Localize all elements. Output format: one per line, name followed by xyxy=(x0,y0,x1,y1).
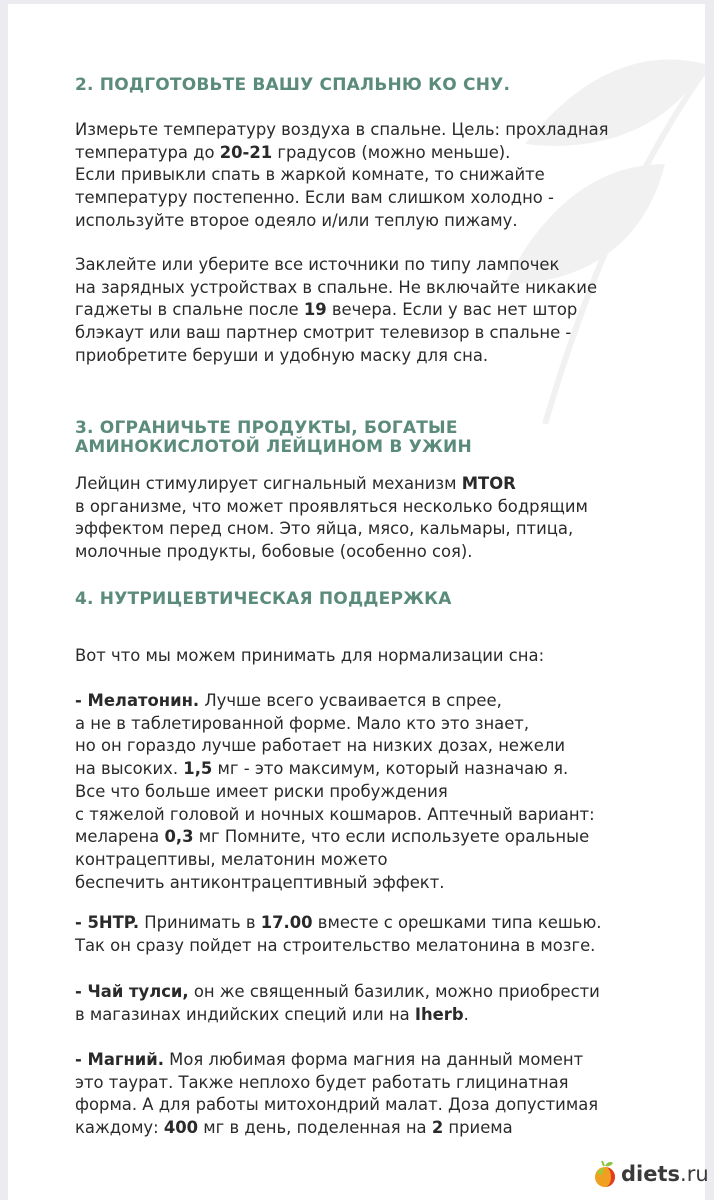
bold-text: 400 xyxy=(163,1118,199,1138)
text-segment: . xyxy=(463,1004,469,1024)
text-line xyxy=(75,345,597,368)
paragraph xyxy=(75,254,597,368)
paragraph xyxy=(75,119,609,233)
text-segment: Измерьте температуру воздуха в спальне. Цель: прохладная xyxy=(75,120,609,139)
text-segment: но он гораздо лучше работает на низких дозах, нежели xyxy=(75,736,565,756)
section-heading xyxy=(75,76,510,95)
text-line xyxy=(75,735,595,758)
text-segment: форма. А для работы митохондрий малат. Доза допустимая xyxy=(75,1095,599,1115)
text-segment: это таурат. Также неплохо будет работать глицинатная xyxy=(75,1072,569,1092)
apple-icon xyxy=(592,1160,618,1188)
bold-text: Iherb xyxy=(414,1004,464,1024)
logo-text: diets.ru xyxy=(621,1162,709,1186)
text-line xyxy=(75,1004,600,1027)
text-segment: градусов (можно меньше). xyxy=(272,142,511,162)
bold-text: - Чай тулси, xyxy=(75,982,189,1001)
text-segment: вечера. Если у вас нет штор xyxy=(326,300,578,320)
paragraph xyxy=(75,1049,598,1140)
paragraph xyxy=(75,645,544,668)
document-page xyxy=(8,4,705,1200)
text-line xyxy=(75,473,588,496)
text-segment: контрацептивы, мелатонин можето xyxy=(75,849,388,869)
text-line xyxy=(75,518,588,541)
bold-text: 1,5 xyxy=(183,759,213,779)
text-segment: Принимать в xyxy=(139,913,261,932)
text-segment: на зарядных устройствах в спальне. Не включайте никакие xyxy=(75,277,598,297)
text-line xyxy=(75,299,597,322)
text-line xyxy=(75,254,597,277)
text-segment: в магазинах индийских специй или на xyxy=(75,1004,415,1024)
text-line xyxy=(75,804,595,827)
text-line xyxy=(75,690,595,713)
text-segment: меларена xyxy=(75,827,165,847)
text-segment: Лейцин стимулирует сигнальный механизм xyxy=(75,474,462,493)
text-segment: температуру постепенно. Если вам слишком холодно - xyxy=(75,188,554,208)
text-segment: мг Помните, что если используете оральные xyxy=(193,827,590,847)
text-segment: мг в день, поделенная на xyxy=(198,1118,432,1138)
text-segment: Все что больше имеет риски пробуждения xyxy=(75,781,448,801)
text-line xyxy=(75,849,595,872)
text-segment: он же священный базилик, можно приобрести xyxy=(188,982,600,1001)
text-line xyxy=(75,541,588,564)
text-segment: приема xyxy=(443,1118,513,1138)
bold-text: 0,3 xyxy=(164,827,194,847)
text-line xyxy=(75,758,595,781)
text-line xyxy=(75,645,544,668)
text-line xyxy=(75,981,600,1004)
heading-line: 4. НУТРИЦЕВТИЧЕСКАЯ ПОДДЕРЖКА xyxy=(75,589,452,609)
bold-text: 2 xyxy=(431,1118,444,1138)
bold-text: - Мелатонин. xyxy=(75,691,200,710)
bold-text: 20-21 xyxy=(219,142,273,162)
text-line xyxy=(75,187,609,210)
text-segment: Заклейте или уберите все источники по типу лампочек xyxy=(75,255,560,274)
text-segment: с тяжелой головой и ночных кошмаров. Аптечный вариант: xyxy=(75,804,595,824)
text-segment: температура до xyxy=(75,142,220,162)
paragraph xyxy=(75,912,601,957)
text-segment: используйте второе одеяло и/или теплую пижаму. xyxy=(75,210,518,230)
text-segment: блэкаут или ваш партнер смотрит телевизор в спальне - xyxy=(75,323,572,343)
text-line xyxy=(75,142,609,165)
text-line xyxy=(75,164,609,187)
text-line xyxy=(75,1072,598,1095)
text-line xyxy=(75,210,609,233)
section-heading xyxy=(75,419,472,457)
text-segment: Вот что мы можем принимать для нормализации сна: xyxy=(75,646,545,665)
text-segment: мг - это максимум, который назначаю я. xyxy=(212,759,569,779)
heading-line: АМИНОКИСЛОТОЙ ЛЕЙЦИНОМ В УЖИН xyxy=(75,437,472,457)
text-segment: каждому: xyxy=(75,1118,164,1138)
heading-line: 2. ПОДГОТОВЬТЕ ВАШУ СПАЛЬНЮ КО СНУ. xyxy=(75,75,511,95)
text-line xyxy=(75,935,601,958)
text-line xyxy=(75,119,609,142)
text-segment: на высоких. xyxy=(75,759,184,779)
text-segment: в организме, что может проявляться несколько бодрящим xyxy=(75,496,588,516)
text-line xyxy=(75,277,597,300)
text-line xyxy=(75,1117,598,1140)
text-line xyxy=(75,781,595,804)
text-segment: а не в таблетированной форме. Мало кто это знает, xyxy=(75,713,530,733)
diets-logo xyxy=(592,1160,709,1188)
text-line xyxy=(75,1094,598,1117)
text-segment: эффектом перед сном. Это яйца, мясо, кальмары, птица, xyxy=(75,519,574,539)
paragraph xyxy=(75,690,595,894)
text-line xyxy=(75,496,588,519)
bold-text: 17.00 xyxy=(260,913,313,932)
text-segment: Лучше всего усваивается в спрее, xyxy=(199,691,502,710)
text-line xyxy=(75,1049,598,1072)
text-segment: приобретите беруши и удобную маску для сна. xyxy=(75,345,489,365)
bold-text: - Магний. xyxy=(75,1050,164,1069)
section-heading xyxy=(75,590,452,609)
text-line xyxy=(75,872,595,895)
paragraph xyxy=(75,473,588,564)
text-segment: Если привыкли спать в жаркой комнате, то снижайте xyxy=(75,165,545,185)
text-segment: Моя любимая форма магния на данный момент xyxy=(163,1050,584,1069)
heading-line: 3. ОГРАНИЧЬТЕ ПРОДУКТЫ, БОГАТЫЕ xyxy=(75,418,458,438)
bold-text: 19 xyxy=(303,300,327,320)
text-segment: беспечить антиконтрацептивный эффект. xyxy=(75,872,445,892)
text-line xyxy=(75,826,595,849)
text-segment: гаджеты в спальне после xyxy=(75,300,304,320)
text-line xyxy=(75,713,595,736)
text-segment: вместе с орешками типа кешью. xyxy=(312,913,602,932)
bold-text: - 5HTP. xyxy=(75,913,140,932)
text-line xyxy=(75,322,597,345)
bold-text: MTOR xyxy=(461,474,516,493)
text-segment: молочные продукты, бобовые (особенно соя). xyxy=(75,542,473,562)
text-segment: Так он сразу пойдет на строительство мелатонина в мозге. xyxy=(75,935,596,955)
paragraph xyxy=(75,981,600,1026)
text-line xyxy=(75,912,601,935)
